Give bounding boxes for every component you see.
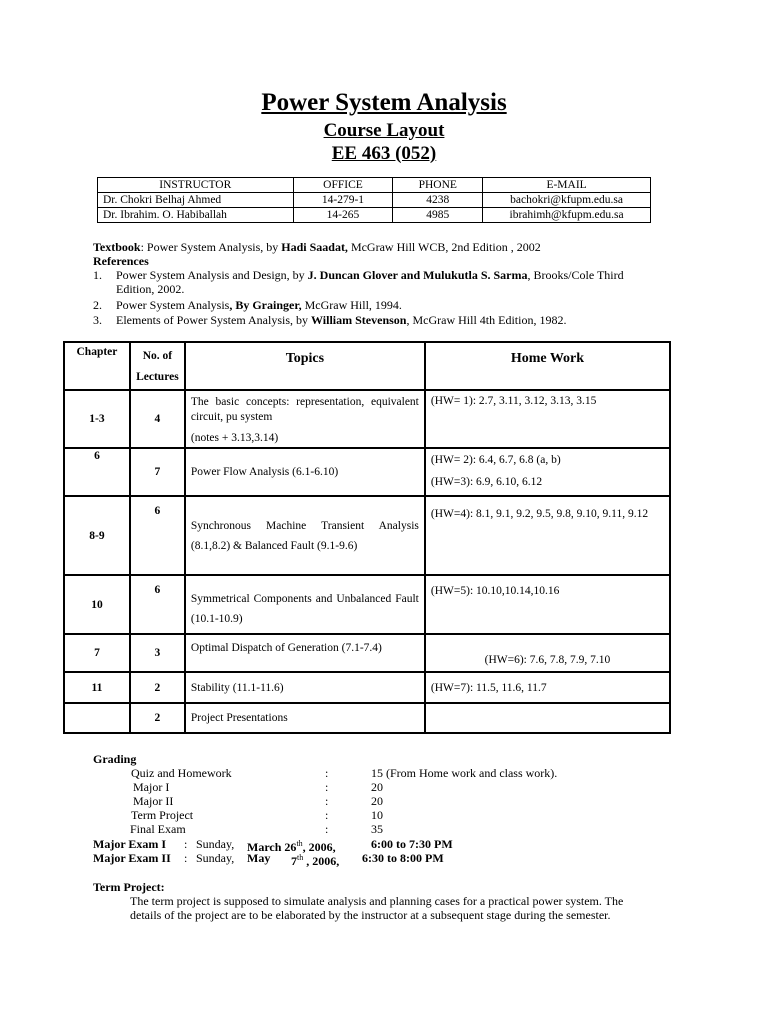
table-row <box>98 193 651 208</box>
topic-cell: Stability (11.1-11.6) <box>185 672 425 703</box>
instructor-email: ibrahimh@kfupm.edu.sa <box>483 208 651 223</box>
reference-text <box>116 313 566 327</box>
reference-title: Elements of Power System Analysis, by <box>116 313 311 327</box>
instructor-name: Dr. Chokri Belhaj Ahmed <box>98 193 294 208</box>
homework-cell: (HW=5): 10.10,10.14,10.16 <box>425 575 670 634</box>
exam-label <box>93 837 166 851</box>
grading-item-sep: : <box>325 822 329 836</box>
exam-time-text: 6:00 to 7:30 PM <box>371 837 453 851</box>
references-label <box>93 254 149 268</box>
table-row <box>64 448 670 496</box>
instructor-office: 14-265 <box>293 208 393 223</box>
grading-item-value: 20 <box>371 780 383 794</box>
exam-date-suffix: th <box>296 839 303 848</box>
instructor-office: 14-279-1 <box>293 193 393 208</box>
reference-author: J. Duncan Glover and Mulukutla S. Sarma <box>307 268 528 282</box>
grading-item-name: Final Exam <box>130 822 186 836</box>
instructor-phone: 4238 <box>393 193 483 208</box>
column-header-phone: PHONE <box>393 178 483 193</box>
exam-label-text: Major Exam I <box>93 837 167 851</box>
grading-item-value: 20 <box>371 794 383 808</box>
homework-cell: (HW=4): 8.1, 9.1, 9.2, 9.5, 9.8, 9.10, 9.11, 9.12 <box>425 496 670 575</box>
lectures-cell: 6 <box>130 496 185 575</box>
topic-cell <box>185 390 425 448</box>
lectures-cell: 6 <box>130 575 185 634</box>
lectures-cell: 2 <box>130 703 185 733</box>
textbook-line <box>93 240 541 254</box>
lectures-header-line2: Lectures <box>136 371 179 383</box>
grading-item-name: Term Project <box>131 808 194 822</box>
lectures-cell: 3 <box>130 634 185 672</box>
table-row <box>64 703 670 733</box>
term-project-label <box>93 880 165 894</box>
reference-title: Power System Analysis <box>116 298 230 312</box>
chapter-cell: 8-9 <box>64 496 130 575</box>
textbook-label: Textbook <box>93 240 141 254</box>
chapter-cell: 6 <box>64 448 130 496</box>
term-project-text: details of the project are to be elaborated by the instructor at a subsequent stage during the semester. <box>130 908 611 922</box>
column-header-topics: Topics <box>185 342 425 390</box>
table-row <box>64 634 670 672</box>
topic-cell: Project Presentations <box>185 703 425 733</box>
term-project-text: The term project is supposed to simulate analysis and planning cases for a practical power system. The <box>130 894 624 908</box>
exam-time-text: 6:30 to 8:00 PM <box>362 851 444 865</box>
reference-publisher: McGraw Hill, 1994. <box>301 298 402 312</box>
column-header-email: E-MAIL <box>483 178 651 193</box>
exam-date-year: , 2006, <box>303 854 340 868</box>
reference-text <box>116 298 402 312</box>
topic-cell: Synchronous Machine Transient Analysis (8.1,8.2) & Balanced Fault (9.1-9.6) <box>185 496 425 575</box>
topic-note: (notes + 3.13,3.14) <box>190 432 279 444</box>
chapter-cell <box>64 703 130 733</box>
reference-text <box>116 268 624 282</box>
grading-label-text: Grading <box>93 752 137 766</box>
grading-item-value: 10 <box>371 808 383 822</box>
chapter-cell: 1-3 <box>64 390 130 448</box>
grading-item-value: 15 (From Home work and class work). <box>371 766 558 780</box>
topic-cell: Power Flow Analysis (6.1-6.10) <box>185 448 425 496</box>
schedule-table <box>63 341 671 734</box>
reference-publisher: , Brooks/Cole Third <box>527 268 624 282</box>
lectures-cell: 2 <box>130 672 185 703</box>
exam-day: Sunday, <box>196 851 235 865</box>
exam-date-suffix: th <box>297 853 304 862</box>
grading-item-sep: : <box>325 794 329 808</box>
lectures-cell: 4 <box>130 390 185 448</box>
exam-date-month <box>247 851 270 865</box>
exam-day: Sunday, <box>196 837 235 851</box>
lectures-header-line1: No. of <box>142 350 173 362</box>
table-row <box>64 496 670 575</box>
grading-item-sep: : <box>325 780 329 794</box>
instructor-table <box>97 177 651 223</box>
grading-label <box>93 752 136 766</box>
reference-item <box>93 268 102 282</box>
instructor-phone: 4985 <box>393 208 483 223</box>
chapter-cell: 7 <box>64 634 130 672</box>
page-subtitle: Course Layout <box>323 120 445 141</box>
exam-label-text: Major Exam II <box>93 851 171 865</box>
reference-publisher: , McGraw Hill 4th Edition, 1982. <box>406 313 567 327</box>
lectures-cell: 7 <box>130 448 185 496</box>
exam-label <box>93 851 171 865</box>
reference-author: William Stevenson <box>311 313 407 327</box>
reference-author: , By Grainger, <box>229 298 302 312</box>
topic-cell: Symmetrical Components and Unbalanced Fault (10.1-10.9) <box>185 575 425 634</box>
exam-date-month-text: May <box>247 851 271 865</box>
schedule-header-row <box>64 342 670 390</box>
grading-item-value: 35 <box>371 822 383 836</box>
references-label-text: References <box>93 254 149 268</box>
topic-cell: Optimal Dispatch of Generation (7.1-7.4) <box>185 634 425 672</box>
topic-text: The basic concepts: representation, equivalent circuit, pu system <box>190 396 419 423</box>
exam-sep: : <box>184 837 188 851</box>
column-header-homework: Home Work <box>425 342 670 390</box>
exam-date <box>291 851 339 868</box>
reference-item <box>93 313 102 327</box>
course-code: EE 463 (052) <box>331 143 437 164</box>
chapter-cell: 10 <box>64 575 130 634</box>
page-title: Power System Analysis <box>261 89 507 116</box>
grading-item-name: Major II <box>133 794 174 808</box>
homework-cell: (HW=7): 11.5, 11.6, 11.7 <box>425 672 670 703</box>
column-header-instructor: INSTRUCTOR <box>98 178 294 193</box>
grading-item-name: Major I <box>133 780 170 794</box>
column-header-chapter: Chapter <box>64 342 130 390</box>
instructor-email: bachokri@kfupm.edu.sa <box>483 193 651 208</box>
homework-cell <box>425 703 670 733</box>
reference-title: Power System Analysis and Design, by <box>116 268 308 282</box>
exam-schedule <box>0 836 768 866</box>
reference-number: 3. <box>93 313 102 327</box>
reference-number: 1. <box>93 268 102 282</box>
reference-item <box>93 298 102 312</box>
exam-date-month: March 26 <box>247 840 297 854</box>
textbook-author: Hadi Saadat, <box>281 240 348 254</box>
term-project-label-text: Term Project: <box>93 880 165 894</box>
exam-time <box>371 837 453 851</box>
column-header-lectures <box>130 342 185 390</box>
grading-item-sep: : <box>325 766 329 780</box>
exam-date-year: , 2006, <box>302 840 336 854</box>
exam-date-day: 7 <box>291 854 297 868</box>
column-header-office: OFFICE <box>293 178 393 193</box>
grading-list <box>0 766 768 836</box>
table-row <box>64 390 670 448</box>
homework-cell <box>425 448 670 496</box>
reference-continuation: Edition, 2002. <box>116 282 185 296</box>
table-row <box>64 672 670 703</box>
grading-item-name: Quiz and Homework <box>131 766 232 780</box>
grading-item-sep: : <box>325 808 329 822</box>
table-row <box>98 208 651 223</box>
textbook-text: : Power System Analysis, by <box>140 240 282 254</box>
homework-cell: (HW=6): 7.6, 7.8, 7.9, 7.10 <box>425 634 670 672</box>
table-row <box>64 575 670 634</box>
textbook-edition: McGraw Hill WCB, 2nd Edition , 2002 <box>347 240 541 254</box>
instructor-name: Dr. Ibrahim. O. Habiballah <box>98 208 294 223</box>
homework-cell: (HW= 1): 2.7, 3.11, 3.12, 3.13, 3.15 <box>425 390 670 448</box>
reference-number: 2. <box>93 298 102 312</box>
homework-line: (HW= 2): 6.4, 6.7, 6.8 (a, b) <box>430 454 561 466</box>
exam-time <box>362 851 444 865</box>
instructor-table-header <box>98 178 651 193</box>
chapter-cell: 11 <box>64 672 130 703</box>
exam-sep: : <box>184 851 188 865</box>
homework-line: (HW=3): 6.9, 6.10, 6.12 <box>430 476 543 488</box>
